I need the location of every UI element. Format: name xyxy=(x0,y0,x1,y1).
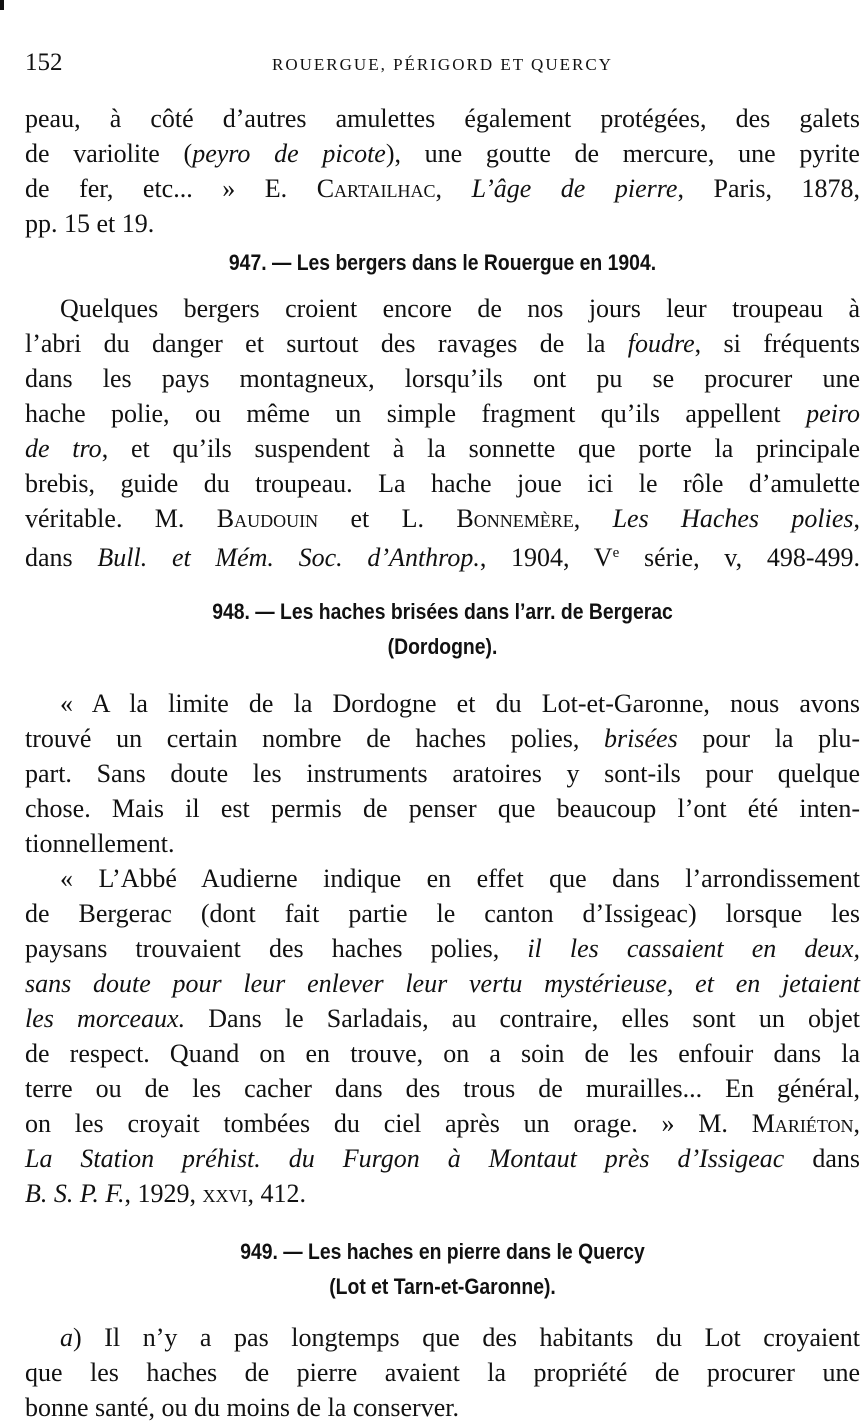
italic-text: il les cassaient en deux, xyxy=(527,934,860,963)
text-line xyxy=(25,291,860,326)
section-heading xyxy=(75,1269,810,1304)
text-segment: pp. 15 et 19. xyxy=(25,209,155,238)
text-segment: , 412. xyxy=(247,1179,306,1208)
scan-edge-mark xyxy=(0,0,4,10)
text-segment: dans les pays montagneux, lorsqu’ils ont pu se procurer une xyxy=(25,364,860,393)
italic-text: brisées xyxy=(604,724,678,753)
page-number: 152 xyxy=(25,49,63,76)
italic-text: peyro de picote xyxy=(192,139,386,168)
text-line xyxy=(25,361,860,396)
text-segment: et L. xyxy=(318,504,457,533)
text-line xyxy=(25,1390,860,1425)
text-line xyxy=(25,326,860,361)
italic-text: Bull. et Mém. Soc. d’Anthrop. xyxy=(97,543,480,572)
text-segment: de Bergerac (dont fait partie le canton d’Issigeac) lorsque les xyxy=(25,899,860,928)
text-segment: trouvé un certain nombre de haches polies, xyxy=(25,724,605,753)
text-segment: ), une goutte de mercure, une pyrite xyxy=(385,139,860,168)
text-line xyxy=(25,826,860,861)
text-line xyxy=(25,466,860,501)
text-segment: on les croyait tombées du ciel après un orage. » M. xyxy=(25,1109,752,1138)
italic-text: L’âge de pierre xyxy=(471,174,678,203)
text-segment: , xyxy=(853,1109,860,1138)
running-title: ROUERGUE, PÉRIGORD ET QUERCY xyxy=(272,55,613,74)
text-line xyxy=(25,536,860,571)
text-segment: « L’Abbé Audierne indique en effet que dans l’arrondissement xyxy=(60,864,860,893)
small-caps-name: Mariéton xyxy=(751,1109,854,1138)
text-line xyxy=(25,791,860,826)
italic-text: les morceaux. xyxy=(25,1004,186,1033)
text-segment: Quelques bergers croient encore de nos jours leur troupeau à xyxy=(60,294,860,323)
text-line xyxy=(25,721,860,756)
section-heading xyxy=(75,594,810,629)
text-segment: , Paris, 1878, xyxy=(677,174,861,203)
small-caps-name: xxvi xyxy=(202,1179,248,1208)
text-segment: , xyxy=(435,174,472,203)
italic-text: La Station préhist. du Furgon à Montaut près d’Issigeac xyxy=(25,1144,785,1173)
text-line xyxy=(25,1036,860,1071)
text-segment: bonne santé, ou du moins de la conserver. xyxy=(25,1393,459,1422)
text-segment: tionnellement. xyxy=(25,829,175,858)
text-line xyxy=(25,1106,860,1141)
text-line xyxy=(25,861,860,896)
text-segment: , xyxy=(573,504,613,533)
text-segment: , 1929, xyxy=(124,1179,203,1208)
text-line xyxy=(25,931,860,966)
italic-text: sans doute pour leur enlever leur vertu mystérieuse, et en jetaient xyxy=(25,969,860,998)
text-segment: 947. — Les bergers dans le Rouergue en 1904. xyxy=(228,250,657,275)
text-segment: hache polie, ou même un simple fragment qu’ils appellent xyxy=(25,399,807,428)
text-segment: peau, à côté d’autres amulettes également protégées, des galets xyxy=(25,104,860,133)
italic-text: a xyxy=(60,1323,73,1352)
text-line xyxy=(25,171,860,206)
text-segment: , 1904, V xyxy=(479,543,613,572)
text-line xyxy=(25,966,860,1001)
text-segment: , si fréquents xyxy=(694,329,860,358)
text-line xyxy=(25,1176,860,1211)
text-segment: brebis, guide du troupeau. La hache joue ici le rôle d’amulette xyxy=(25,469,860,498)
text-line xyxy=(25,206,860,241)
italic-text: de tro xyxy=(25,434,102,463)
small-caps-name: Bonnemère xyxy=(456,504,574,533)
small-caps-name: Cartailhac xyxy=(316,174,436,203)
text-line xyxy=(25,686,860,721)
text-line xyxy=(25,1001,860,1036)
text-line xyxy=(25,1355,860,1390)
superscript: e xyxy=(612,545,620,561)
text-segment: Dans le Sarladais, au contraire, elles sont un objet xyxy=(185,1004,861,1033)
section-heading xyxy=(75,629,810,664)
text-line xyxy=(25,1320,860,1355)
text-line xyxy=(25,896,860,931)
text-line xyxy=(25,1071,860,1106)
text-segment: 948. — Les haches brisées dans l’arr. de Bergerac xyxy=(212,599,673,624)
text-segment: dans xyxy=(784,1144,860,1173)
text-segment: pour la plu- xyxy=(677,724,860,753)
text-segment: ) Il n’y a pas longtemps que des habitants du Lot croyaient xyxy=(73,1323,860,1352)
italic-text: peiro xyxy=(806,399,860,428)
italic-text: B. S. P. F. xyxy=(25,1179,125,1208)
text-segment: part. Sans doute les instruments aratoires y sont-ils pour quelque xyxy=(25,759,860,788)
text-segment: paysans trouvaient des haches polies, xyxy=(25,934,528,963)
section-heading xyxy=(75,1234,810,1269)
text-segment: terre ou de les cacher dans des trous de murailles... En général, xyxy=(25,1074,860,1103)
text-segment: de fer, etc... » E. xyxy=(25,174,317,203)
text-segment: « A la limite de la Dordogne et du Lot-et-Garonne, nous avons xyxy=(60,689,860,718)
text-segment: (Lot et Tarn-et-Garonne). xyxy=(329,1274,556,1299)
text-line xyxy=(25,1141,860,1176)
text-segment: (Dordogne). xyxy=(387,634,498,659)
small-caps-name: Baudouin xyxy=(216,504,319,533)
text-segment: série, v, 498-499. xyxy=(619,543,860,572)
text-segment: véritable. M. xyxy=(25,504,217,533)
text-segment: 949. — Les haches en pierre dans le Quercy xyxy=(240,1239,645,1264)
text-segment: de variolite ( xyxy=(25,139,193,168)
section-heading xyxy=(75,245,810,280)
text-segment: de respect. Quand on en trouve, on a soin de les enfouir dans la xyxy=(25,1039,860,1068)
italic-text: foudre xyxy=(627,329,695,358)
text-line xyxy=(25,396,860,431)
text-line xyxy=(25,501,860,536)
text-segment: , et qu’ils suspendent à la sonnette que porte la principale xyxy=(101,434,860,463)
text-line xyxy=(25,101,860,136)
text-line xyxy=(25,136,860,171)
text-segment: , xyxy=(853,504,860,533)
text-segment: dans xyxy=(25,543,98,572)
text-segment: chose. Mais il est permis de penser que beaucoup l’ont été inten- xyxy=(25,794,860,823)
text-line xyxy=(25,431,860,466)
text-segment: l’abri du danger et surtout des ravages de la xyxy=(25,329,628,358)
italic-text: Les Haches polies xyxy=(612,504,854,533)
text-segment: que les haches de pierre avaient la propriété de procurer une xyxy=(25,1358,860,1387)
text-line xyxy=(25,756,860,791)
